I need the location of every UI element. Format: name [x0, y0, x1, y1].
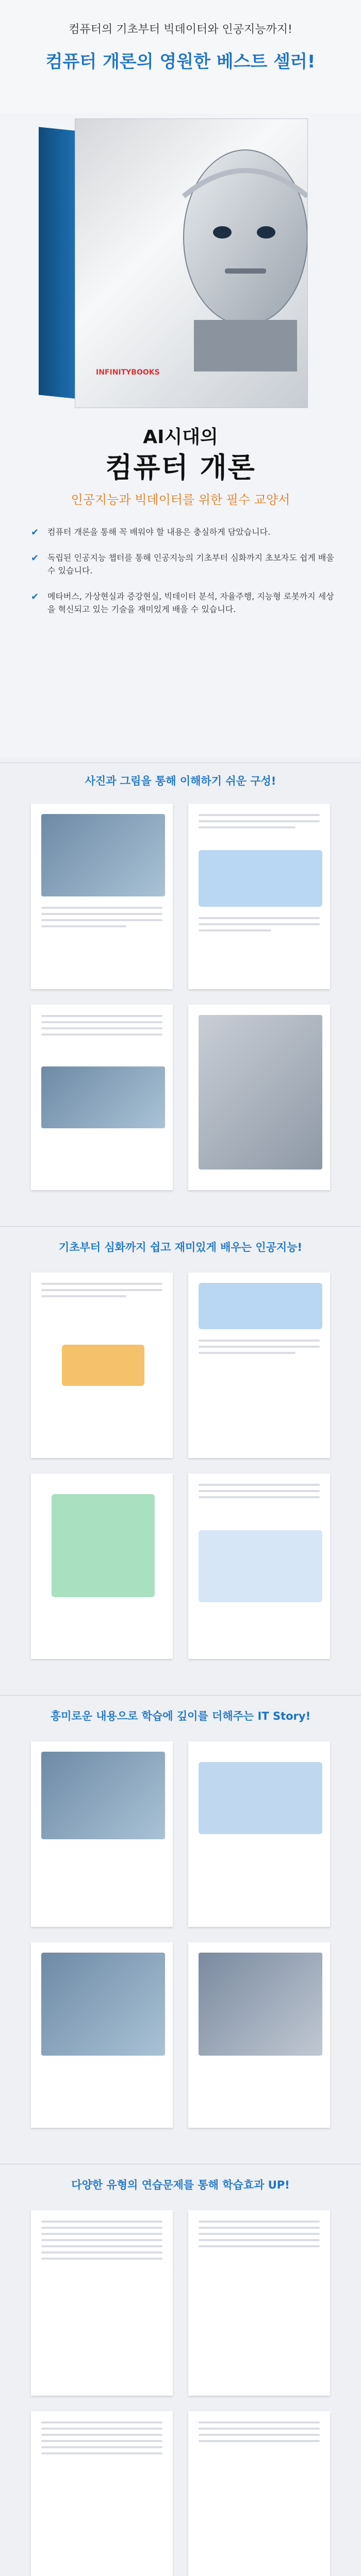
page-diagram — [52, 1494, 155, 1597]
feature-text: 컴퓨터 개론을 통해 꼭 배워야 할 내용은 충실하게 담았습니다. — [47, 527, 271, 537]
sample-pages-3 — [31, 1741, 330, 2128]
feature-item — [31, 551, 340, 578]
headline: 컴퓨터 개론의 영원한 베스트 셀러! — [45, 52, 316, 72]
feature-item — [31, 526, 340, 539]
sample-pages-2 — [31, 1273, 330, 1659]
sample-page — [188, 1473, 330, 1659]
page-diagram — [199, 1530, 322, 1602]
page-diagram — [199, 1283, 322, 1329]
book-cover — [75, 118, 308, 408]
book-title-small: AI시대의 — [143, 427, 218, 448]
page-diagram — [62, 1345, 144, 1386]
sample-pages-4 — [31, 2210, 330, 2576]
page-image — [41, 1066, 165, 1128]
section-title: 사진과 그림을 통해 이해하기 쉬운 구성! — [85, 775, 276, 787]
sample-page — [31, 1005, 173, 1190]
section-divider — [0, 1226, 361, 1227]
check-icon: ✔ — [31, 591, 39, 602]
sample-page — [31, 2210, 173, 2396]
section-divider — [0, 762, 361, 763]
sample-page — [188, 2210, 330, 2396]
page-diagram — [199, 850, 322, 907]
page-chart — [199, 1762, 322, 1834]
book-spine — [39, 127, 75, 398]
book-title: 컴퓨터 개론 — [105, 451, 256, 484]
feature-list — [31, 526, 340, 629]
sample-page — [188, 1942, 330, 2128]
intro-text: 컴퓨터의 기초부터 빅데이터와 인공지능까지! — [69, 23, 292, 36]
section-title: 기초부터 심화까지 쉽고 재미있게 배우는 인공지능! — [58, 1241, 303, 1253]
section-divider — [0, 1695, 361, 1696]
section-title: 흥미로운 내용으로 학습에 깊이를 더해주는 IT Story! — [50, 1710, 311, 1722]
sample-page — [188, 804, 330, 989]
check-icon: ✔ — [31, 527, 39, 538]
sample-page — [31, 1741, 173, 1927]
page-image — [41, 1953, 165, 2056]
check-icon: ✔ — [31, 552, 39, 564]
sample-page — [188, 1273, 330, 1458]
sample-page — [31, 804, 173, 989]
page-image — [41, 814, 165, 896]
sample-page — [31, 1473, 173, 1659]
sample-page — [188, 2411, 330, 2576]
hero-section — [0, 0, 361, 757]
sample-page — [31, 2411, 173, 2576]
sample-page — [188, 1741, 330, 1927]
feature-text: 독립된 인공지능 챕터를 통해 인공지능의 기초부터 심화까지 초보자도 쉽게 배울 수 있습니다. — [47, 552, 334, 576]
sample-page — [31, 1942, 173, 2128]
feature-text: 메타버스, 가상현실과 증강현실, 빅데이터 분석, 자율주행, 지능형 로봇까지 세상을 혁신되고 있는 기술을 재미있게 배울 수 있습니다. — [47, 591, 334, 615]
robot-illustration-icon — [163, 134, 308, 371]
sample-pages-1 — [31, 804, 330, 1190]
sample-page — [188, 1005, 330, 1190]
feature-item — [31, 590, 340, 616]
section-title: 다양한 유형의 연습문제를 통해 학습효과 UP! — [71, 2179, 290, 2191]
book-subtitle: 인공지능과 빅데이터를 위한 필수 교양서 — [71, 493, 290, 507]
book-image — [39, 118, 307, 407]
page-image — [199, 1015, 322, 1170]
page-image — [41, 1752, 165, 1839]
sample-page — [31, 1273, 173, 1458]
page-image — [199, 1953, 322, 2056]
cover-brand: INFINITYBOOKS — [96, 368, 160, 377]
